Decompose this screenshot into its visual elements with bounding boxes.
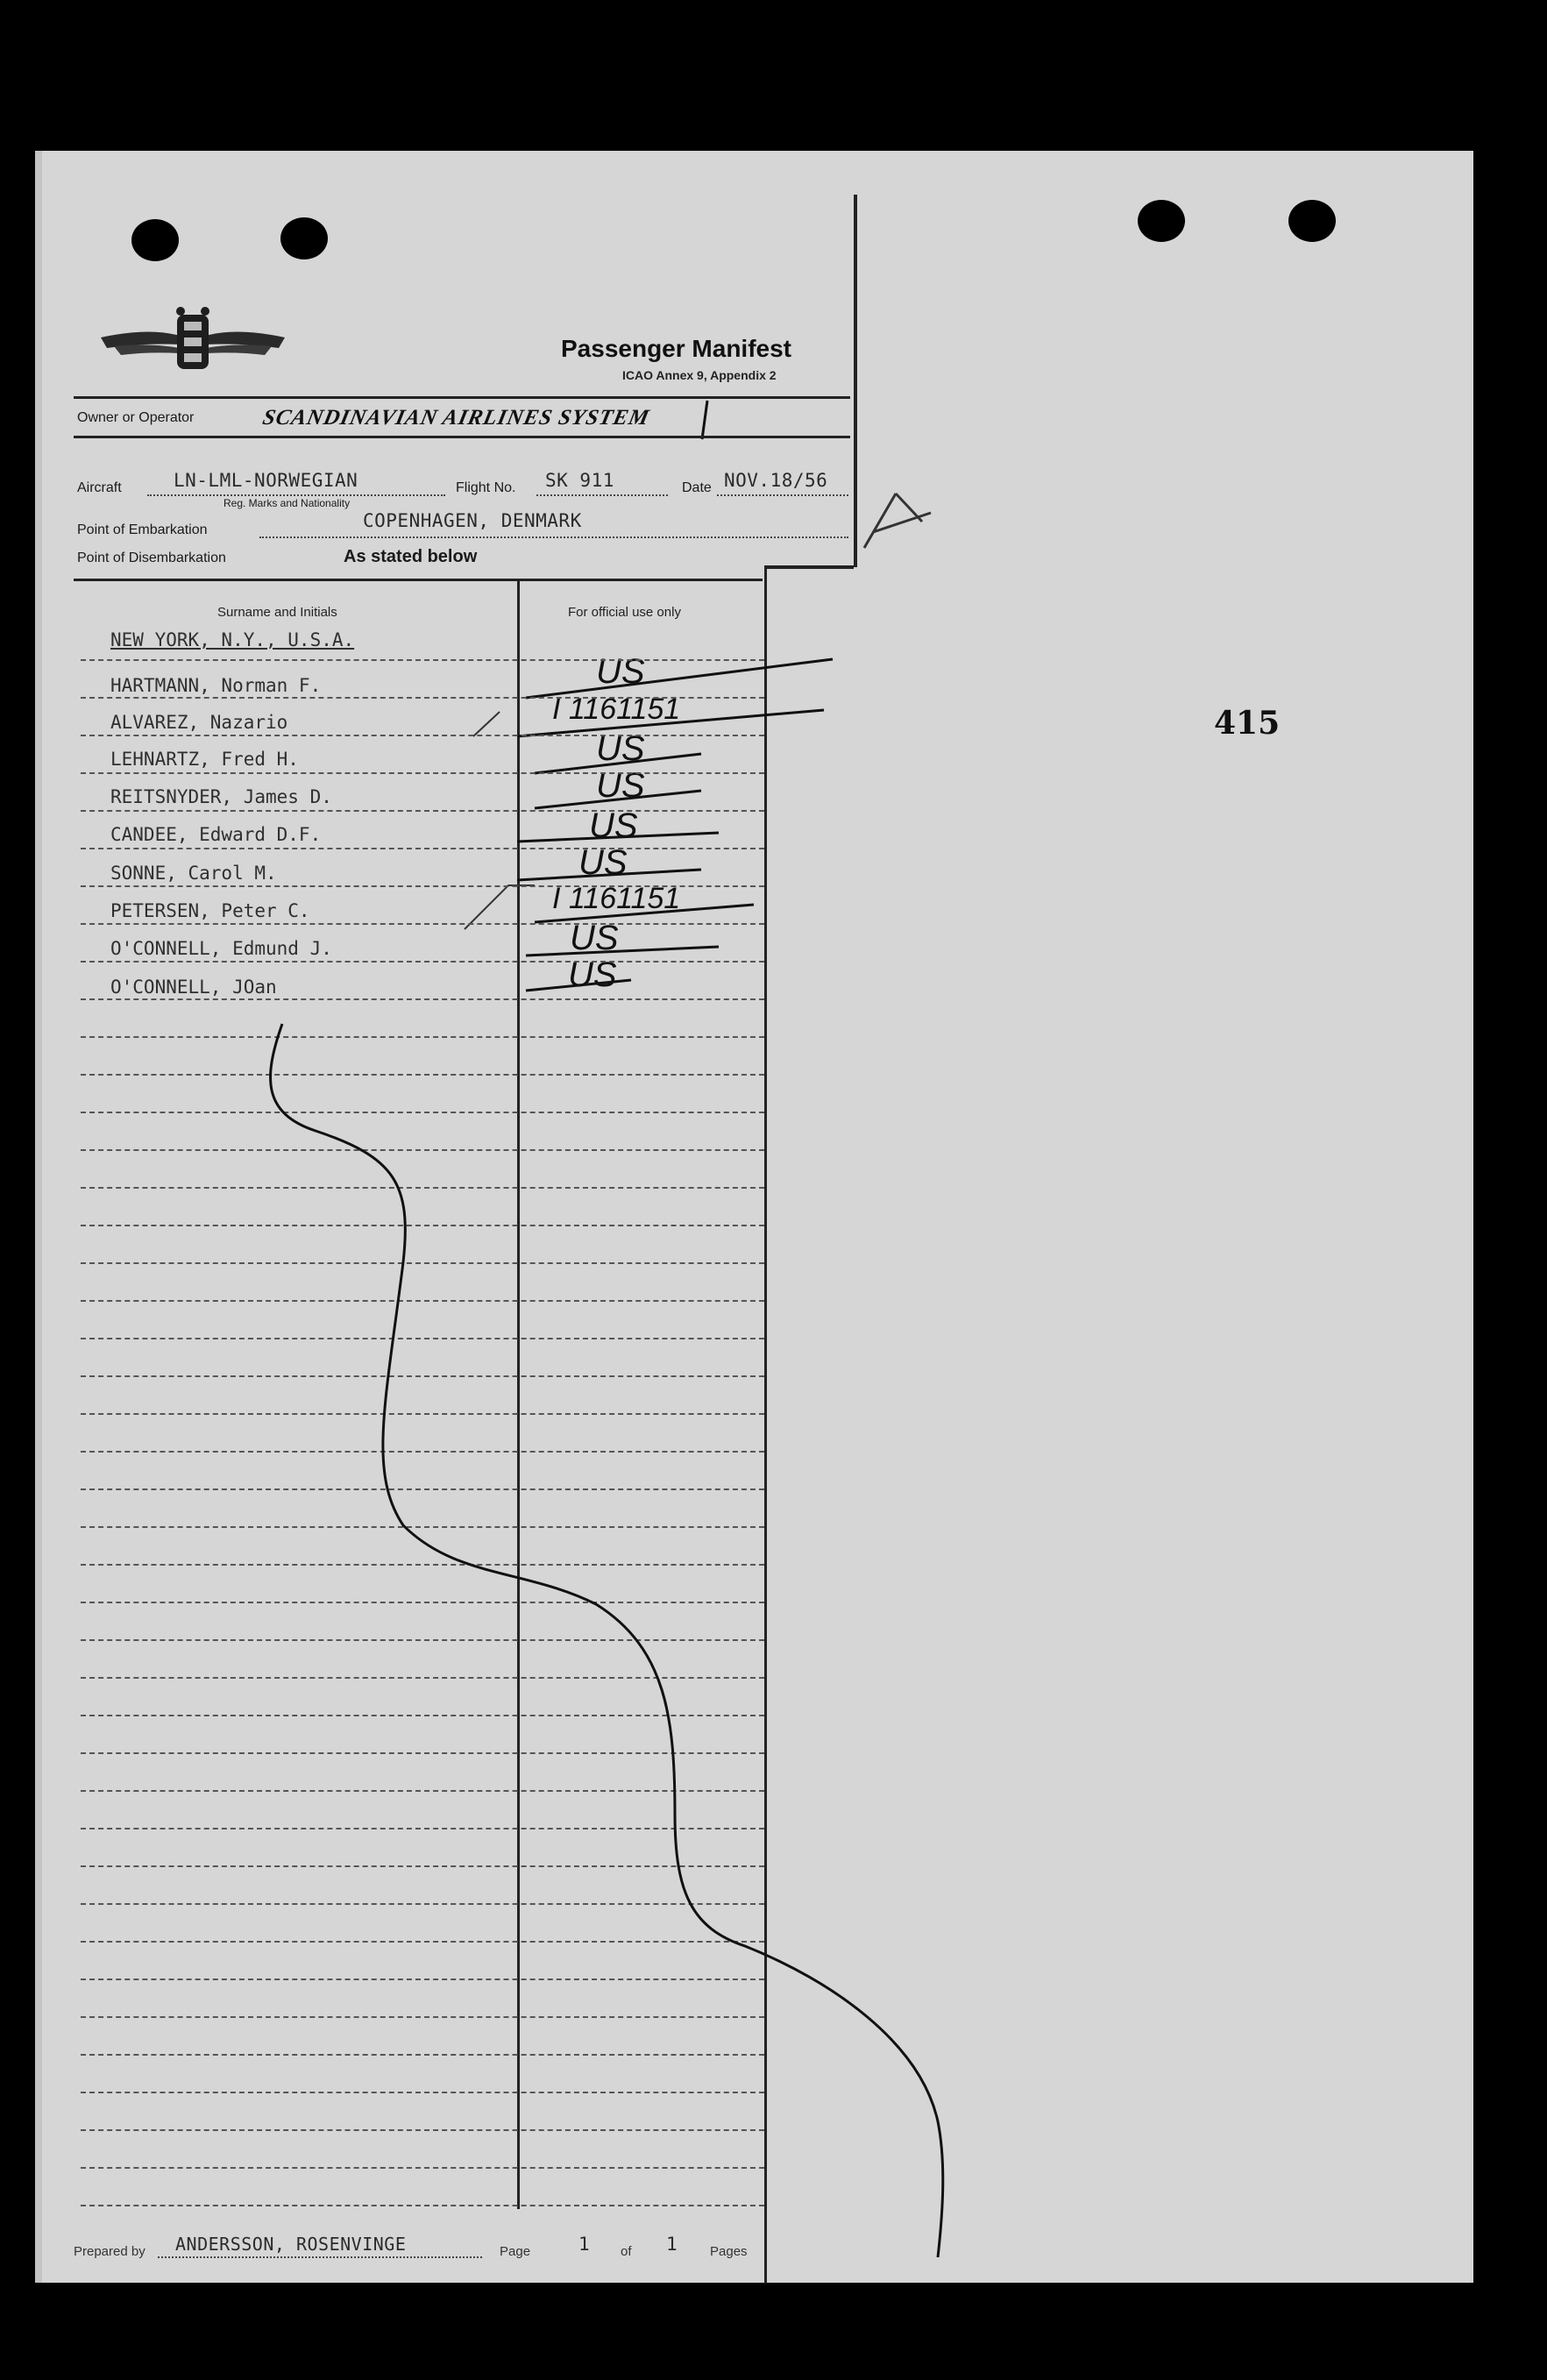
destination: NEW YORK, N.Y., U.S.A. bbox=[110, 629, 355, 650]
page-label: Page bbox=[500, 2244, 531, 2259]
disembarkation-label: Point of Disembarkation bbox=[77, 551, 226, 565]
passenger-name: O'CONNELL, JOan bbox=[110, 977, 277, 998]
of-value: 1 bbox=[666, 2234, 678, 2255]
passenger-name: SONNE, Carol M. bbox=[110, 863, 277, 884]
official-entry: US bbox=[568, 956, 617, 994]
official-entry: I 1161151 bbox=[552, 693, 681, 726]
passenger-name: O'CONNELL, Edmund J. bbox=[110, 938, 332, 959]
official-entry: US bbox=[570, 919, 619, 957]
disembarkation-value: As stated below bbox=[344, 547, 478, 566]
embarkation-value: COPENHAGEN, DENMARK bbox=[363, 510, 582, 531]
aircraft-sublabel: Reg. Marks and Nationality bbox=[224, 497, 351, 509]
flight-value: SK 911 bbox=[545, 470, 614, 491]
date-value: NOV.18/56 bbox=[724, 470, 828, 491]
owner-value: SCANDINAVIAN AIRLINES SYSTEM bbox=[260, 406, 652, 430]
official-entry: US bbox=[596, 766, 645, 805]
passenger-name: ALVAREZ, Nazario bbox=[110, 712, 288, 733]
aircraft-label: Aircraft bbox=[77, 480, 122, 495]
passenger-name: REITSNYDER, James D. bbox=[110, 786, 332, 807]
of-label: of bbox=[621, 2244, 632, 2259]
official-column-header: For official use only bbox=[568, 605, 681, 620]
passenger-name: CANDEE, Edward D.F. bbox=[110, 824, 322, 845]
pages-label: Pages bbox=[710, 2244, 748, 2259]
prepared-value: ANDERSSON, ROSENVINGE bbox=[175, 2234, 407, 2255]
document-subtitle: ICAO Annex 9, Appendix 2 bbox=[622, 368, 777, 382]
prepared-line bbox=[158, 2256, 482, 2258]
names-column-header: Surname and Initials bbox=[217, 605, 337, 620]
passenger-name: HARTMANN, Norman F. bbox=[110, 675, 322, 696]
official-entry: US bbox=[596, 652, 645, 691]
passenger-name: PETERSEN, Peter C. bbox=[110, 900, 310, 921]
aircraft-value: LN-LML-NORWEGIAN bbox=[174, 470, 358, 491]
official-entry: US bbox=[596, 729, 645, 768]
date-label: Date bbox=[682, 480, 712, 495]
page-number: 415 bbox=[1214, 705, 1281, 742]
document-title: Passenger Manifest bbox=[561, 335, 791, 362]
prepared-label: Prepared by bbox=[74, 2244, 145, 2259]
official-entry: US bbox=[578, 843, 628, 882]
embarkation-label: Point of Embarkation bbox=[77, 522, 208, 537]
page-value: 1 bbox=[578, 2234, 591, 2255]
flight-label: Flight No. bbox=[456, 480, 516, 495]
owner-label: Owner or Operator bbox=[77, 410, 195, 425]
official-entry: US bbox=[589, 806, 638, 845]
passenger-name: LEHNARTZ, Fred H. bbox=[110, 749, 299, 770]
official-entry: I 1161151 bbox=[552, 882, 681, 915]
